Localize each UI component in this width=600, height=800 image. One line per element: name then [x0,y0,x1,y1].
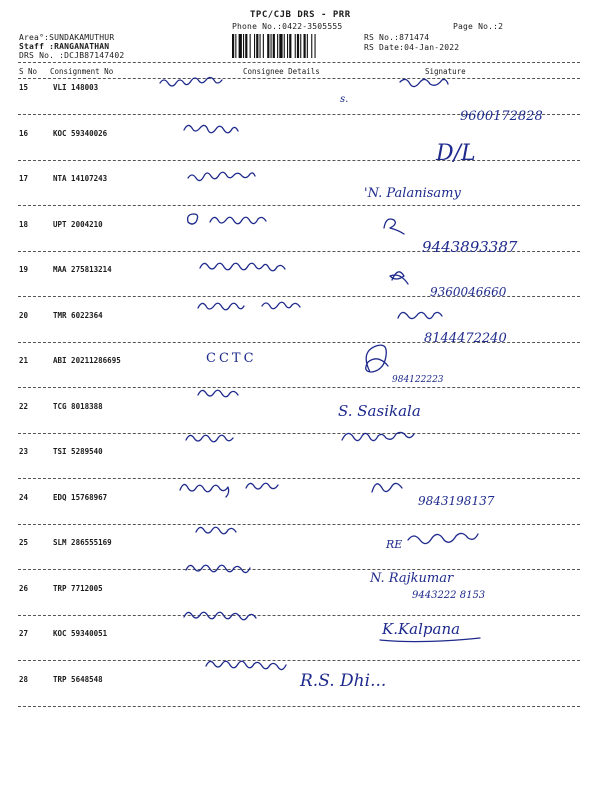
row-sno: 21 [19,356,29,365]
r26-phone: 9443222 8153 [412,590,486,601]
drs-value: DCJB87147402 [64,51,125,60]
page-value: 2 [498,22,504,31]
row-consignment-no: UPT 2004210 [53,220,103,229]
row-sno: 22 [19,402,29,411]
row-consignment-no: TCG 8018388 [53,402,103,411]
row-consignment-no: TSI 5289540 [53,447,103,456]
area-value: SUNDAKAMUTHUR [49,33,115,42]
col-consignment: Consignment No [50,67,114,76]
r25-signature: RE [386,538,403,551]
col-consignee: Consignee Details [243,67,320,76]
r15-sig-prefix: s. [340,94,349,105]
row-sno: 16 [19,129,29,138]
r27-signature: K.Kalpana [382,620,461,638]
document-title: TPC/CJB DRS - PRR [250,10,351,20]
row-consignment-no: NTA 14107243 [53,174,108,183]
row-sno: 15 [19,83,29,92]
phone-label: Phone No.: [232,22,283,31]
r22-signature: S. Sasikala [338,402,421,420]
row-sno: 19 [19,265,29,274]
row-consignment-no: EDQ 15768967 [53,493,108,502]
row-sno: 17 [19,174,29,183]
r19-phone: 9360046660 [430,285,507,299]
row-consignment-no: TRP 7712005 [53,584,103,593]
row-consignment-no: ABI 20211286695 [53,356,121,365]
row-sno: 24 [19,493,29,502]
col-sno: S No [19,67,38,76]
r28-signature: R.S. Dhi... [300,671,387,691]
row-sno: 26 [19,584,29,593]
rs-date-label: RS Date: [364,43,405,52]
rs-no-value: 871474 [399,33,430,42]
row-consignment-no: SLM 286555169 [53,538,112,547]
row-consignment-no: MAA 275813214 [53,265,112,274]
drs-label: DRS No. : [19,51,65,60]
row-consignment-no: TRP 5648548 [53,675,103,684]
row-sno: 18 [19,220,29,229]
col-signature: Signature [425,67,466,76]
r16-signature: D/L [436,141,476,166]
staff-label: Staff : [19,42,55,51]
page-label: Page No.: [453,22,499,31]
r18-phone: 9443893387 [422,238,518,256]
r21-consignee: CCTC [206,351,257,366]
row-consignment-no: KOC 59340026 [53,129,108,138]
r21-phone: 984122223 [392,375,444,385]
row-sno: 23 [19,447,29,456]
row-consignment-no: TMR 6022364 [53,311,103,320]
staff-value: RANGANATHAN [54,42,110,51]
area-label: Area [19,33,40,42]
r26-signature: N. Rajkumar [370,571,454,586]
row-sno: 25 [19,538,29,547]
row-consignment-no: KOC 59340051 [53,629,108,638]
r20-phone: 8144472240 [424,331,507,346]
row-sno: 27 [19,629,29,638]
phone-value: 0422-3505555 [282,22,343,31]
row-sno: 20 [19,311,29,320]
r15-phone: 9600172828 [460,109,543,124]
rs-no-label: RS No.: [364,33,400,42]
rs-date-value: 04-Jan-2022 [404,43,460,52]
r17-signature: 'N. Palanisamy [364,186,461,201]
area-row: Area°:SUNDAKAMUTHUR [19,33,115,42]
row-sno: 28 [19,675,29,684]
row-consignment-no: VLI 148003 [53,83,99,92]
r24-phone: 9843198137 [418,494,495,508]
